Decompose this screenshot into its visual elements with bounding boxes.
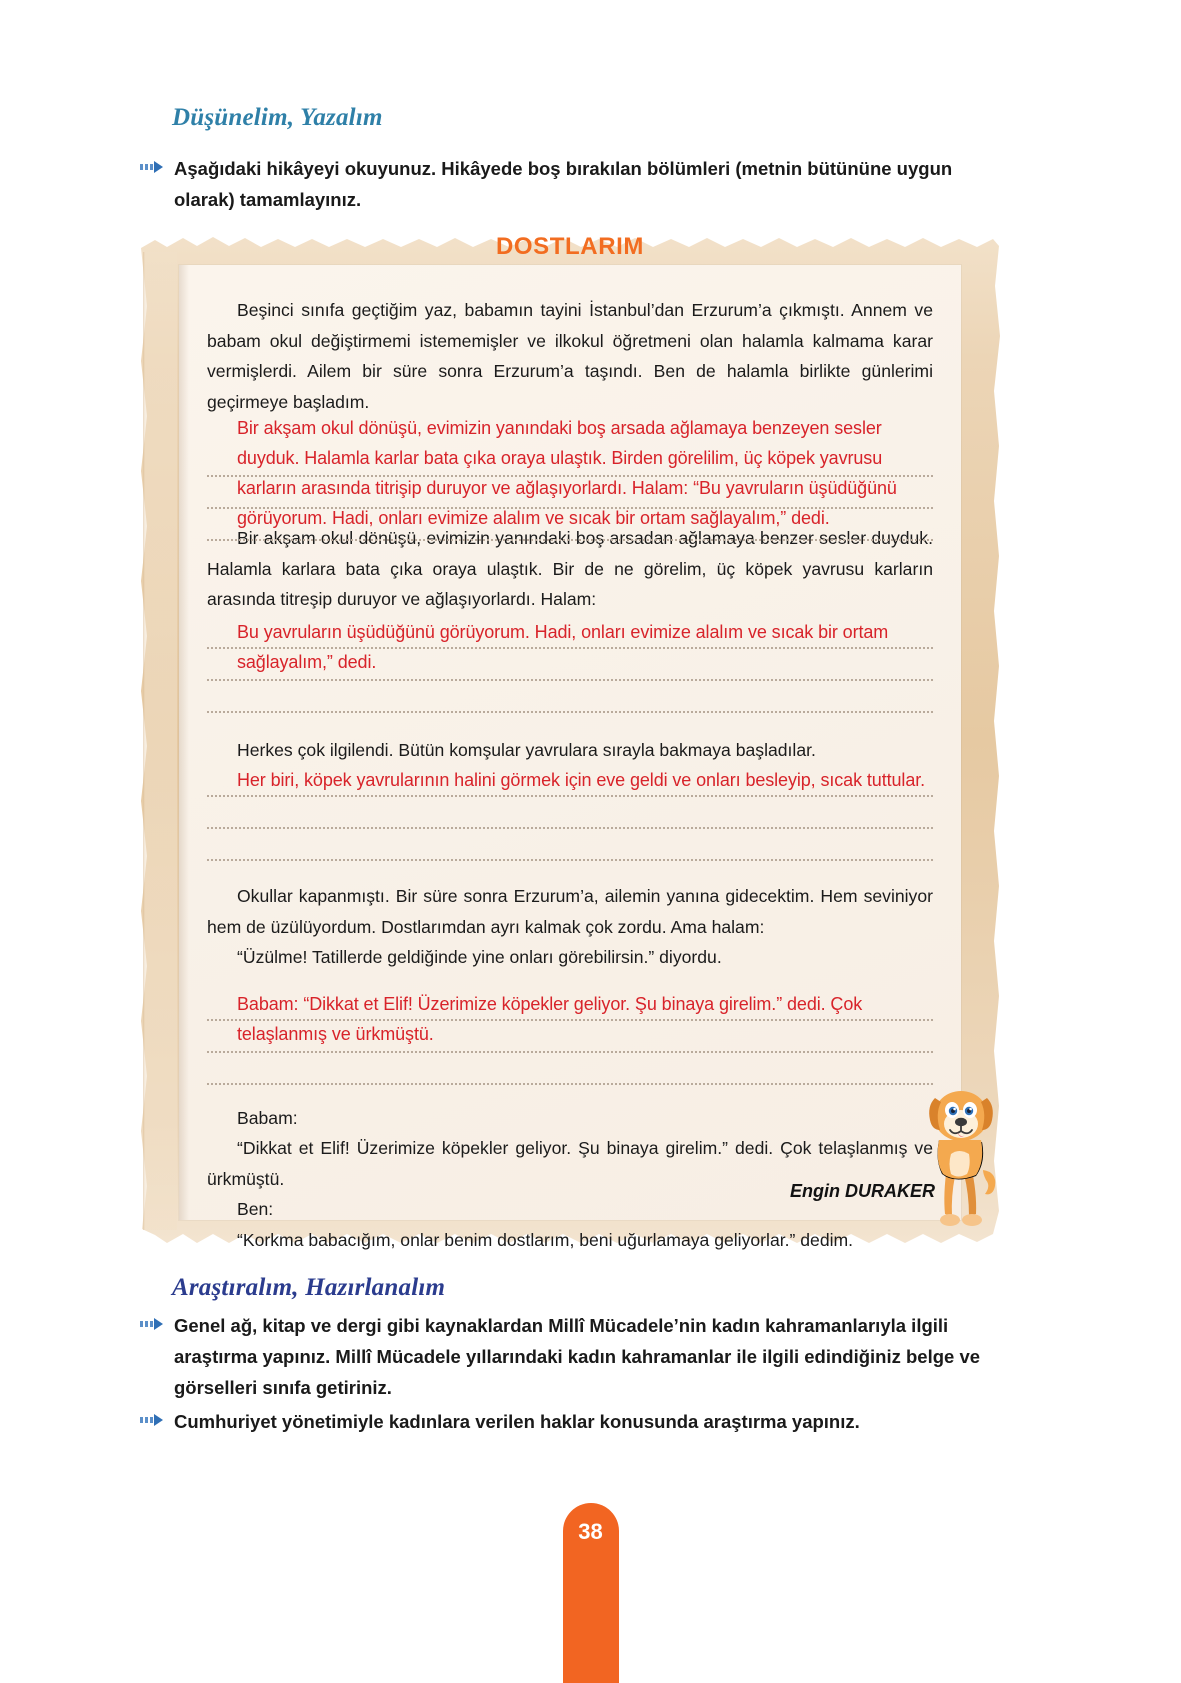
story-sheet — [179, 233, 961, 1250]
story-paragraph-1: Beşinci sınıfa geçtiğim yaz, babamın tayini İstanbul’dan Erzurum’a çıkmıştı. Annem ve babam okul değiştirmemi istememişler ve ilkokul öğretmeni olan halamla kalmama karar vermişlerdi. Ailem bir süre sonra Erzurum’a taşındı. Ben de halamla birlikte günlerimi geçirmeye başladım. — [207, 300, 933, 412]
answer-blank-3[interactable] — [207, 765, 933, 857]
handwritten-answer-4[interactable]: Babam: “Dikkat et Elif! Üzerimize köpekler geliyor. Şu binaya girelim.” dedi. Çok telaşlanmış ve ürkmüştü. — [237, 993, 868, 1044]
arrow-bullet-icon — [139, 1410, 165, 1430]
story-paragraph-8: Ben: — [237, 1199, 274, 1219]
story-paragraph-2: Bir akşam okul dönüşü, evimizin yanındaki boş arsadan ağlamaya benzer sesler duyduk. Halamla karlara bata çıka oraya ulaştık. Bir de ne görelim, üç köpek yavrusu karların arasında titreşip duruyor ve ağlaşıyorlardı. Halam: — [207, 528, 933, 609]
page-number: 38 — [578, 1519, 603, 1544]
handwritten-answer-2[interactable]: Bu yavruların üşüdüğünü görüyorum. Hadi, onları evimize alalım ve sıcak bir ortam sağlayalım,” dedi. — [237, 621, 894, 672]
story-author: Engin DURAKER — [790, 1181, 935, 1201]
answer-blank-4[interactable] — [207, 989, 933, 1087]
answer-blank-2[interactable] — [207, 617, 933, 709]
story-paragraph-7: “Dikkat et Elif! Üzerimize köpekler geliyor. Şu binaya girelim.” dedi. Çok telaşlanmış ve ürkmüştü. — [207, 1138, 933, 1189]
story-paragraph-4: Okullar kapanmıştı. Bir süre sonra Erzurum’a, ailemin yanına gidecektim. Hem seviniyor hem de üzülüyordum. Dostlarımdan ayrı kalmak çok zordu. Ama halam: — [207, 886, 933, 937]
story-paragraph-6: Babam: — [237, 1107, 298, 1128]
handwritten-answer-1[interactable]: Bir akşam okul dönüşü, evimizin yanındaki boş arsada ağlamaya benzeyen sesler duyduk. Halamla karlar bata çıka oraya ulaştık. Birden görelilim, üç köpek yavrusu karların arasında titrişip duruyor ve ağlaşıyorlardı. Halam: “Bu yavruların üşüdüğünü görüyorum. Hadi, onları evimize alalım ve sıcak bir ortam sağlayalım,” dedi. — [237, 418, 902, 528]
research-item-1-text: Genel ağ, kitap ve dergi gibi kaynaklardan Millî Mücadele’nin kadın kahramanlarıyla ilgili araştırma yapınız. Millî Mücadele yıllarındaki kadın kahramanlar ile ilgili edindiğiniz belge ve görselleri sınıfa getiriniz. — [174, 1315, 981, 1398]
story-paragraph-3: Herkes çok ilgilendi. Bütün komşular yavrulara sırayla bakmaya başladılar. — [237, 739, 816, 760]
instruction-text: Aşağıdaki hikâyeyi okuyunuz. Hikâyede boş bırakılan bölümleri (metnin bütününe uygun olarak) tamamlayınız. — [174, 158, 953, 210]
story-card — [137, 226, 1003, 1256]
section-title-dusunelim-yazalim: Düşünelim, Yazalım — [172, 104, 383, 131]
research-item-2-text: Cumhuriyet yönetimiyle kadınlara verilen haklar konusunda araştırma yapınız. — [174, 1411, 860, 1432]
section-title-arastiralim-hazirlanalim: Araştıralım, Hazırlanalım — [172, 1274, 446, 1301]
answer-blank-1[interactable] — [207, 415, 933, 528]
instruction-bullet-row — [139, 153, 994, 215]
research-bullet-row-2 — [139, 1406, 999, 1437]
story-paragraph-9: “Korkma babacığım, onlar benim dostlarım, beni uğurlamaya geliyorlar.” dedim. — [237, 1229, 854, 1250]
arrow-bullet-icon — [139, 157, 165, 177]
research-bullet-row-1 — [139, 1310, 999, 1403]
dog-mascot-icon — [923, 1074, 1001, 1234]
story-body — [207, 295, 933, 1255]
page-number-tab — [563, 1503, 619, 1683]
arrow-bullet-icon — [139, 1314, 165, 1334]
story-paragraph-5: “Üzülme! Tatillerde geldiğinde yine onları görebilirsin.” diyordu. — [237, 947, 722, 967]
handwritten-answer-3[interactable]: Her biri, köpek yavrularının halini görmek için eve geldi ve onları besleyip, sıcak tuttular. — [237, 770, 926, 790]
story-title: DOSTLARIM — [495, 233, 645, 260]
